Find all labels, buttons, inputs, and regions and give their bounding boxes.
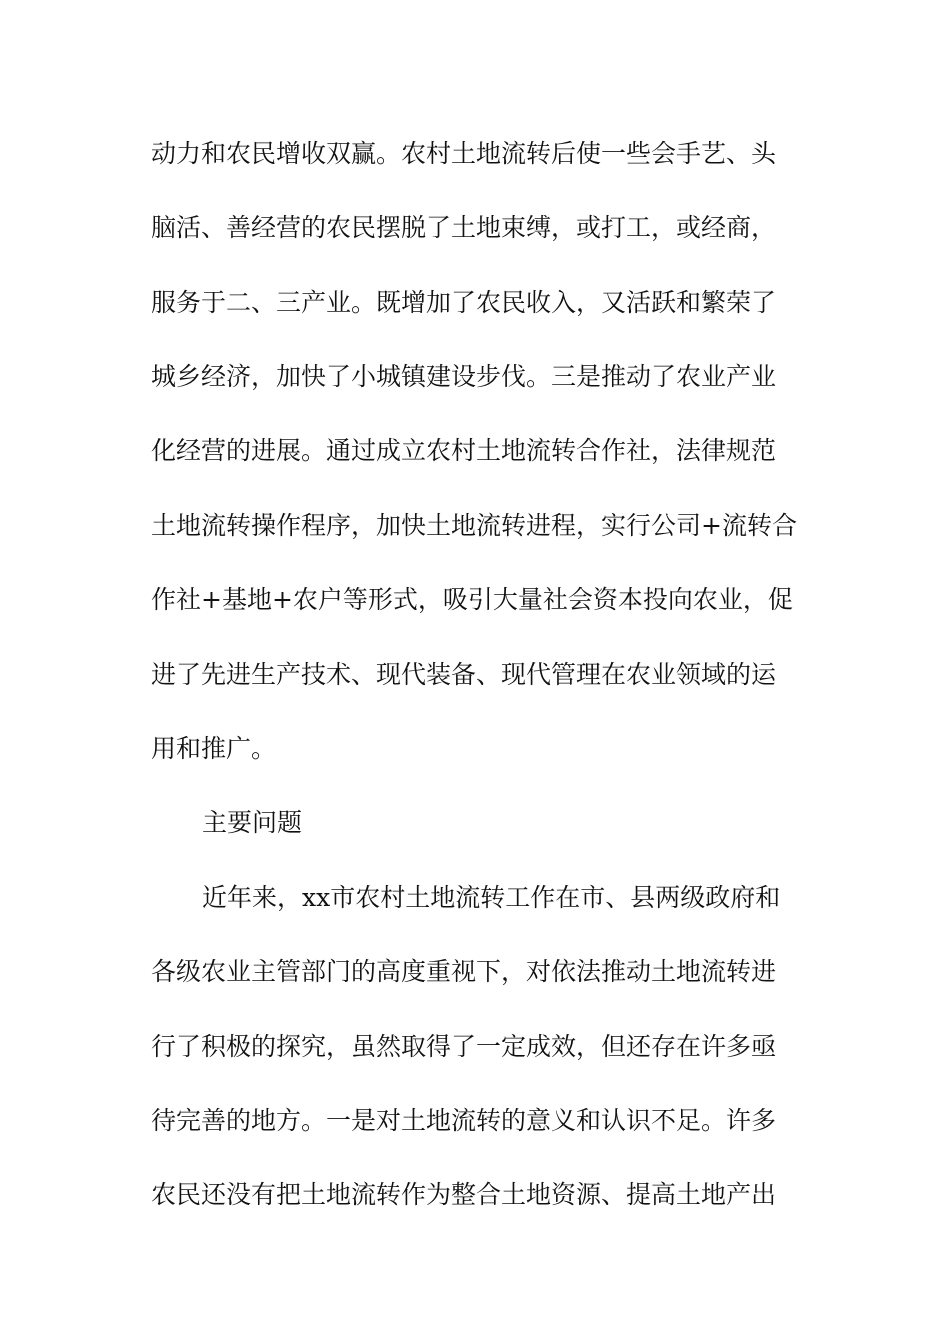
text-line: 行了积极的探究，虽然取得了一定成效，但还存在许多亟 (151, 1032, 777, 1061)
text-line: 农民还没有把土地流转作为整合土地资源、提高土地产出 (151, 1180, 777, 1209)
text-line: 进了先进生产技术、现代装备、现代管理在农业领域的运 (151, 660, 777, 689)
text-line: 城乡经济，加快了小城镇建设步伐。三是推动了农业产业 (151, 362, 777, 391)
text-line: 土地流转操作程序，加快土地流转进程，实行公司+流转合 (151, 511, 797, 540)
section-heading: 主要问题 (202, 808, 303, 837)
text-line: 脑活、善经营的农民摆脱了土地束缚，或打工，或经商， (151, 213, 777, 242)
text-line: 待完善的地方。一是对土地流转的意义和认识不足。许多 (151, 1106, 777, 1135)
text-line: 服务于二、三产业。既增加了农民收入，又活跃和繁荣了 (151, 288, 777, 317)
text-line: 各级农业主管部门的高度重视下，对依法推动土地流转进 (151, 957, 777, 986)
text-line: 化经营的进展。通过成立农村土地流转合作社，法律规范 (151, 436, 777, 465)
text-line: 作社+基地+农户等形式，吸引大量社会资本投向农业，促 (151, 585, 793, 614)
text-line: 用和推广。 (151, 734, 277, 763)
paragraph-first-line: 近年来，xx市农村土地流转工作在市、县两级政府和 (202, 883, 781, 912)
text-line: 动力和农民增收双赢。农村土地流转后使一些会手艺、头 (151, 139, 777, 168)
